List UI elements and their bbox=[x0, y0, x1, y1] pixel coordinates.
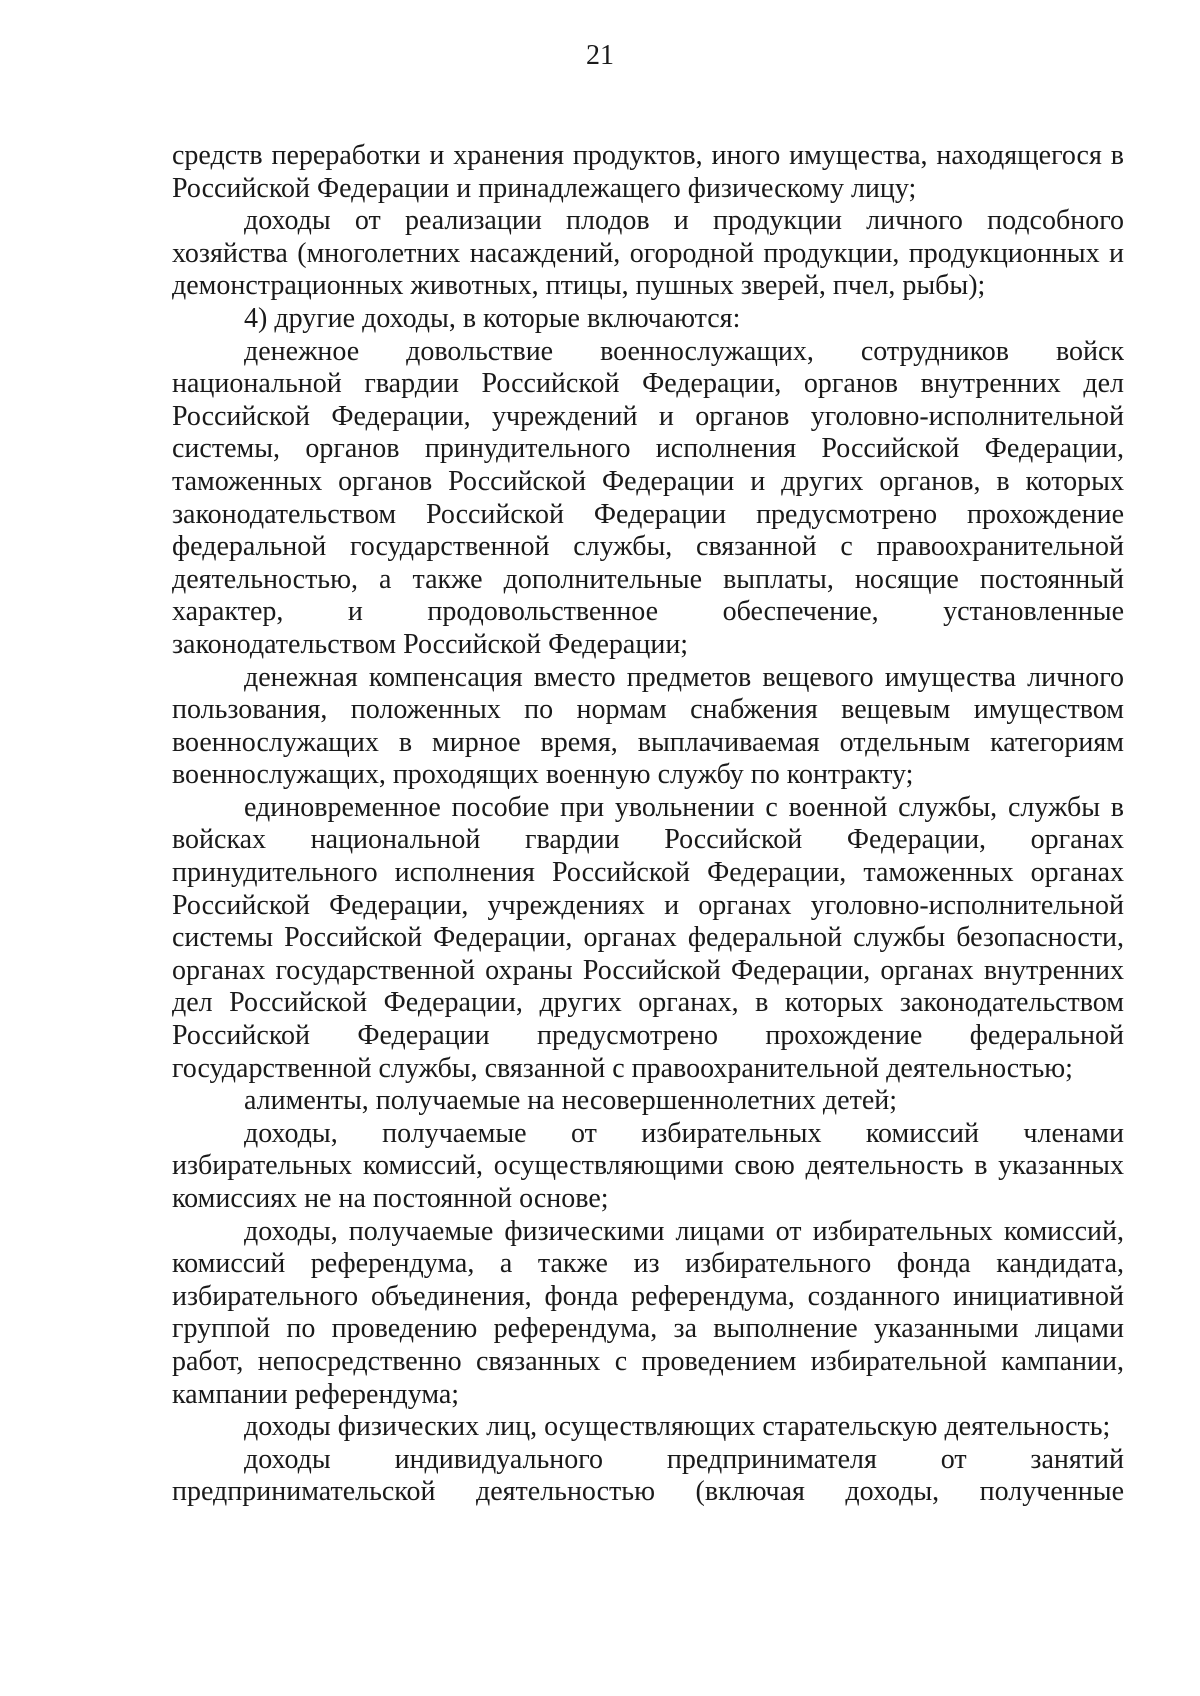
paragraph: доходы от реализации плодов и продукции личного подсобного хозяйства (многолетних насаждений, огородной продукции, продукционных и демонстрационных животных, птицы, пушных зверей, пчел, рыбы); bbox=[172, 205, 1124, 302]
paragraph: доходы, получаемые физическими лицами от избирательных комиссий, комиссий референдума, а также из избирательного фонда кандидата, избирательного объединения, фонда референдума, созданного инициативной группой по проведению референдума, за выполнение указанными лицами работ, непосредственно связанных с проведением избирательной кампании, кампании референдума; bbox=[172, 1215, 1124, 1410]
paragraph: денежное довольствие военнослужащих, сотрудников войск национальной гвардии Российской Федерации, органов внутренних дел Российской Федерации, учреждений и органов уголовно-исполнительной системы, органов принудительного исполнения Российской Федерации, таможенных органов Российской Федерации и других органов, в которых законодательством Российской Федерации предусмотрено прохождение федеральной государственной службы, связанной с правоохранительной деятельностью, а также дополнительные выплаты, носящие постоянный характер, и продовольственное обеспечение, установленные законодательством Российской Федерации; bbox=[172, 335, 1124, 660]
paragraph: единовременное пособие при увольнении с военной службы, службы в войсках национальной гвардии Российской Федерации, органах принудительного исполнения Российской Федерации, таможенных органах Российской Федерации, учреждениях и органах уголовно-исполнительной системы Российской Федерации, органах федеральной службы безопасности, органах государственной охраны Российской Федерации, органах внутренних дел Российской Федерации, других органах, в которых законодательством Российской Федерации предусмотрено прохождение федеральной государственной службы, связанной с правоохранительной деятельностью; bbox=[172, 791, 1124, 1084]
page-number: 21 bbox=[586, 40, 614, 71]
paragraph-continued: доходы индивидуального предпринимателя от занятий предпринимательской деятельностью (включая доходы, полученные bbox=[172, 1443, 1124, 1508]
paragraph: средств переработки и хранения продуктов, иного имущества, находящегося в Российской Федерации и принадлежащего физическому лицу; bbox=[172, 140, 1124, 204]
paragraph: алименты, получаемые на несовершеннолетних детей; bbox=[244, 1085, 898, 1117]
paragraph: доходы, получаемые от избирательных комиссий членами избирательных комиссий, осуществляющими свою деятельность в указанных комиссиях не на постоянной основе; bbox=[172, 1117, 1124, 1214]
document-body bbox=[172, 140, 1124, 1509]
paragraph: 4) другие доходы, в которые включаются: bbox=[244, 302, 741, 334]
paragraph: денежная компенсация вместо предметов вещевого имущества личного пользования, положенных по нормам снабжения вещевым имуществом военнослужащих в мирное время, выплачиваемая отдельным категориям военнослужащих, проходящих военную службу по контракту; bbox=[172, 661, 1124, 791]
paragraph: доходы физических лиц, осуществляющих старательскую деятельность; bbox=[244, 1411, 1111, 1443]
